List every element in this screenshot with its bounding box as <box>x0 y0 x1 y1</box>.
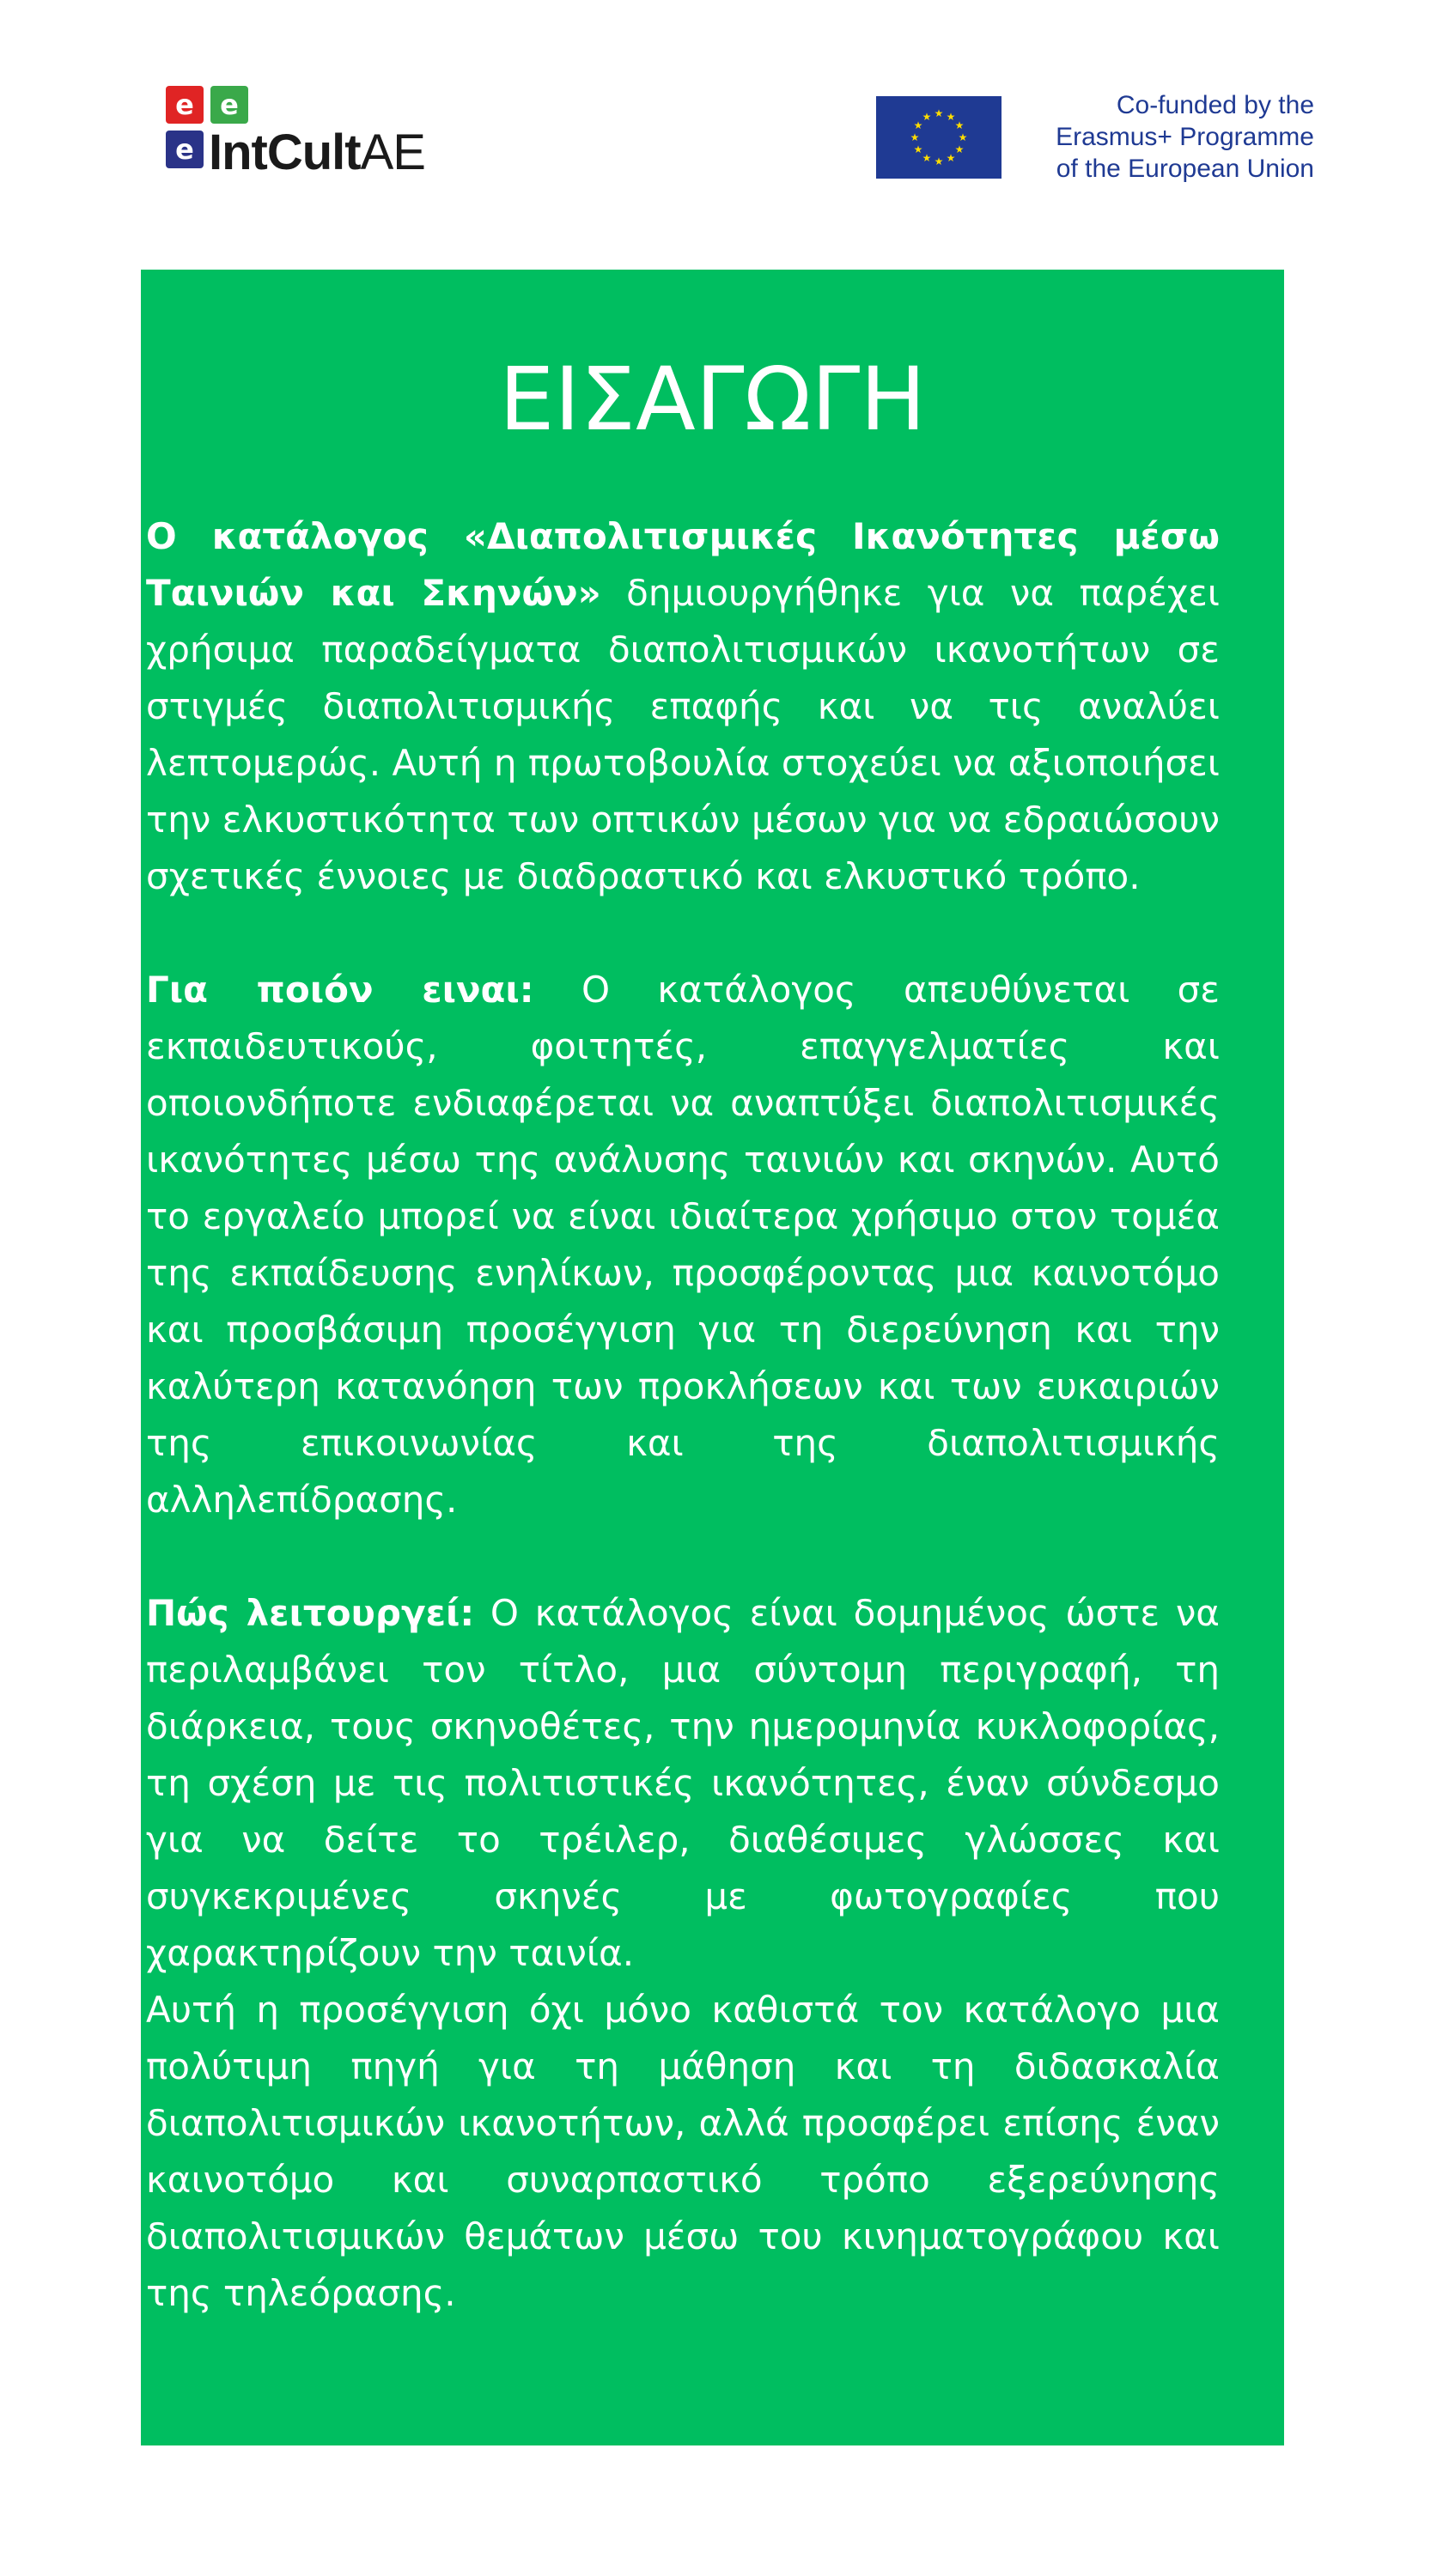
svg-text:★: ★ <box>958 131 968 143</box>
paragraph-approach <box>146 1982 1220 2322</box>
eu-line-3: of the European Union <box>1056 155 1314 183</box>
eu-flag-icon <box>876 96 1002 179</box>
paragraph-text: Αυτή η προσέγγιση όχι μόνο καθιστά τον κατάλογο μια πολύτιμη πηγή για τη μάθηση και τη διδασκαλία διαπολιτισμικών ικανοτήτων, αλλά προσφέρει επίσης έναν καινοτόμο και συναρπαστικό τρόπο εξερεύνησης διαπολιτισμικών θεμάτων μέσω του κινηματογράφου και της τηλεόρασης. <box>146 1989 1220 2314</box>
logo-square-blue: e <box>166 131 204 168</box>
eu-line-1: Co-funded by the <box>1116 91 1314 119</box>
svg-text:★: ★ <box>934 107 944 119</box>
svg-text:★: ★ <box>946 152 956 164</box>
eu-funding-text <box>1022 89 1314 185</box>
logo-brand-bold: IntCult <box>209 125 361 180</box>
page-title: ΕΙΣΑΓΩΓΗ <box>498 349 927 451</box>
eu-funding-logo <box>876 86 1323 197</box>
introduction-panel <box>141 270 1284 2445</box>
svg-text:★: ★ <box>913 143 923 155</box>
svg-text:★: ★ <box>934 155 944 167</box>
paragraph-text: Ο κατάλογος απευθύνεται σε εκπαιδευτικούς, φοιτητές, επαγγελματίες και οποιονδήποτε ενδιαφέρεται να αναπτύξει διαπολιτισμικές ικανότητες μέσω της ανάλυσης ταινιών και σκηνών. Αυτό το εργαλείο μπορεί να είναι ιδιαίτερα χρήσιμο στον τομέα της εκπαίδευσης ενηλίκων, προσφέροντας μια καινοτόμο και προσβάσιμη προσέγγιση για τη διερεύνηση και την καλύτερη κατανόηση των προκλήσεων και των ευκαιριών της επικοινωνίας και της διαπολιτισμικής αλληλεπίδρασης. <box>146 969 1220 1521</box>
paragraph-lead: Ο κατάλογος «Διαπολιτισμικές Ικανότητες μέσω Ταινιών και Σκηνών» <box>146 515 1220 614</box>
svg-text:★: ★ <box>922 111 932 123</box>
eu-line-2: Erasmus+ Programme <box>1056 123 1314 151</box>
intcultae-logo <box>166 86 425 180</box>
paragraph-how-it-works <box>146 1585 1220 1982</box>
paragraph-catalog <box>146 508 1220 905</box>
logo-square-green: e <box>210 86 248 124</box>
paragraph-lead: Πώς λειτουργεί: <box>146 1592 475 1634</box>
paragraph-lead: Για ποιόν ειναι: <box>146 969 534 1011</box>
logo-wordmark <box>209 125 425 180</box>
svg-text:★: ★ <box>913 119 923 131</box>
svg-text:★: ★ <box>946 111 956 123</box>
introduction-body <box>146 508 1220 2322</box>
paragraph-text: δημιουργήθηκε για να παρέχει χρήσιμα παραδείγματα διαπολιτισμικών ικανοτήτων σε στιγμές διαπολιτισμικής επαφής και να τις αναλύει λεπτομερώς. Αυτή η πρωτοβουλία στοχεύει να αξιοποιήσει την ελκυστικότητα των οπτικών μέσων για να εδραιώσουν σχετικές έννοιες με διαδραστικό και ελκυστικό τρόπο. <box>146 572 1220 897</box>
svg-text:★: ★ <box>910 131 920 143</box>
svg-text:★: ★ <box>922 152 932 164</box>
logo-brand-thin: AE <box>360 125 425 180</box>
svg-text:★: ★ <box>954 143 965 155</box>
paragraph-audience <box>146 962 1220 1528</box>
svg-text:★: ★ <box>954 119 965 131</box>
paragraph-text: Ο κατάλογος είναι δομημένος ώστε να περιλαμβάνει τον τίτλο, μια σύντομη περιγραφή, τη διάρκεια, τους σκηνοθέτες, την ημερομηνία κυκλοφορίας, τη σχέση με τις πολιτιστικές ικανότητες, έναν σύνδεσμο για να δείτε το τρέιλερ, διαθέσιμες γλώσσες και συγκεκριμένες σκηνές με φωτογραφίες που χαρακτηρίζουν την ταινία. <box>146 1592 1220 1974</box>
logo-square-red: e <box>166 86 204 124</box>
page-header <box>0 0 1449 258</box>
